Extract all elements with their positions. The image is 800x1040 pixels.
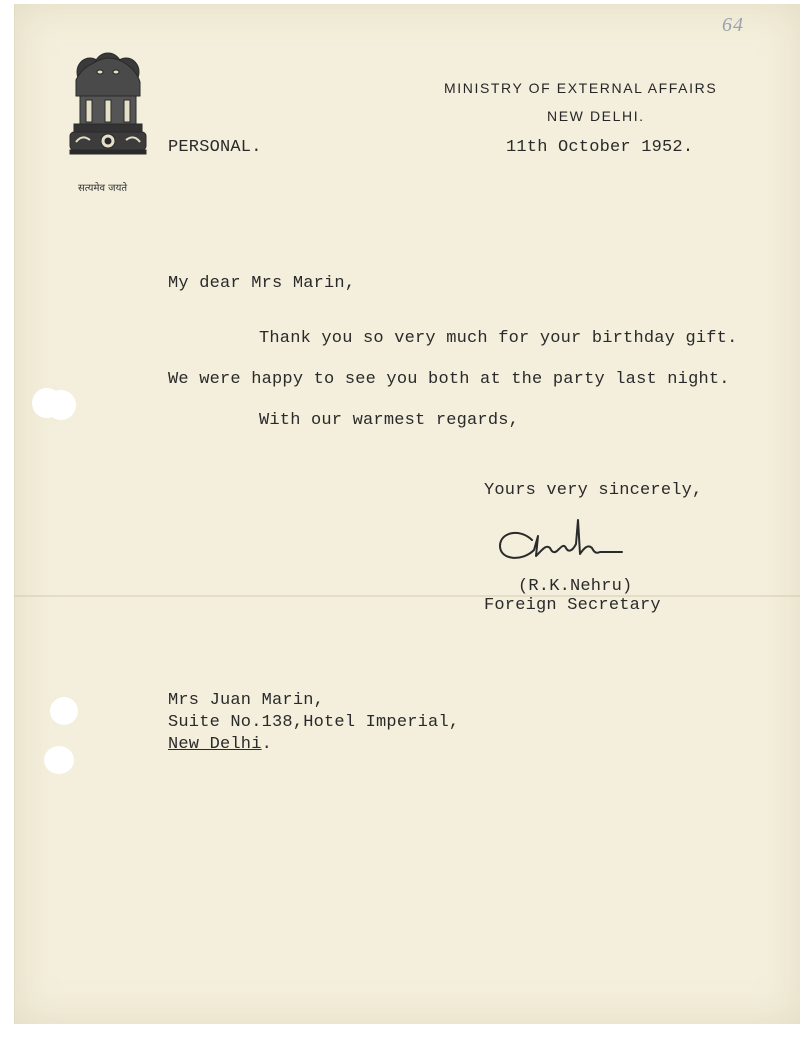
address-line-3 [168, 735, 272, 754]
letterhead-city: NEW DELHI. [547, 108, 645, 124]
punch-hole [46, 390, 76, 420]
body-line-1: Thank you so very much for your birthday gift. [259, 329, 738, 348]
ministry-name: MINISTRY OF EXTERNAL AFFAIRS [444, 80, 718, 96]
signatory-name: (R.K.Nehru) [518, 577, 633, 596]
emblem-motto: सत्यमेव जयते [78, 183, 128, 194]
address-city-suffix: . [261, 735, 273, 754]
paper-fold [14, 595, 800, 597]
letter-date: 11th October 1952. [506, 138, 694, 157]
punch-hole [50, 697, 78, 725]
classification-label: PERSONAL. [168, 138, 262, 157]
closing: Yours very sincerely, [484, 481, 703, 500]
address-line-1: Mrs Juan Marin, [168, 691, 325, 710]
body-line-3: With our warmest regards, [259, 411, 520, 430]
address-city: New Delhi [168, 735, 262, 754]
body-line-2: We were happy to see you both at the party last night. [168, 370, 730, 389]
salutation: My dear Mrs Marin, [168, 274, 356, 293]
punch-hole [44, 746, 74, 774]
state-emblem-icon [62, 50, 154, 180]
handwritten-signature-icon [492, 514, 632, 570]
signatory-title: Foreign Secretary [484, 596, 661, 615]
address-line-2: Suite No.138,Hotel Imperial, [168, 713, 460, 732]
page-number: 64 [722, 14, 744, 36]
